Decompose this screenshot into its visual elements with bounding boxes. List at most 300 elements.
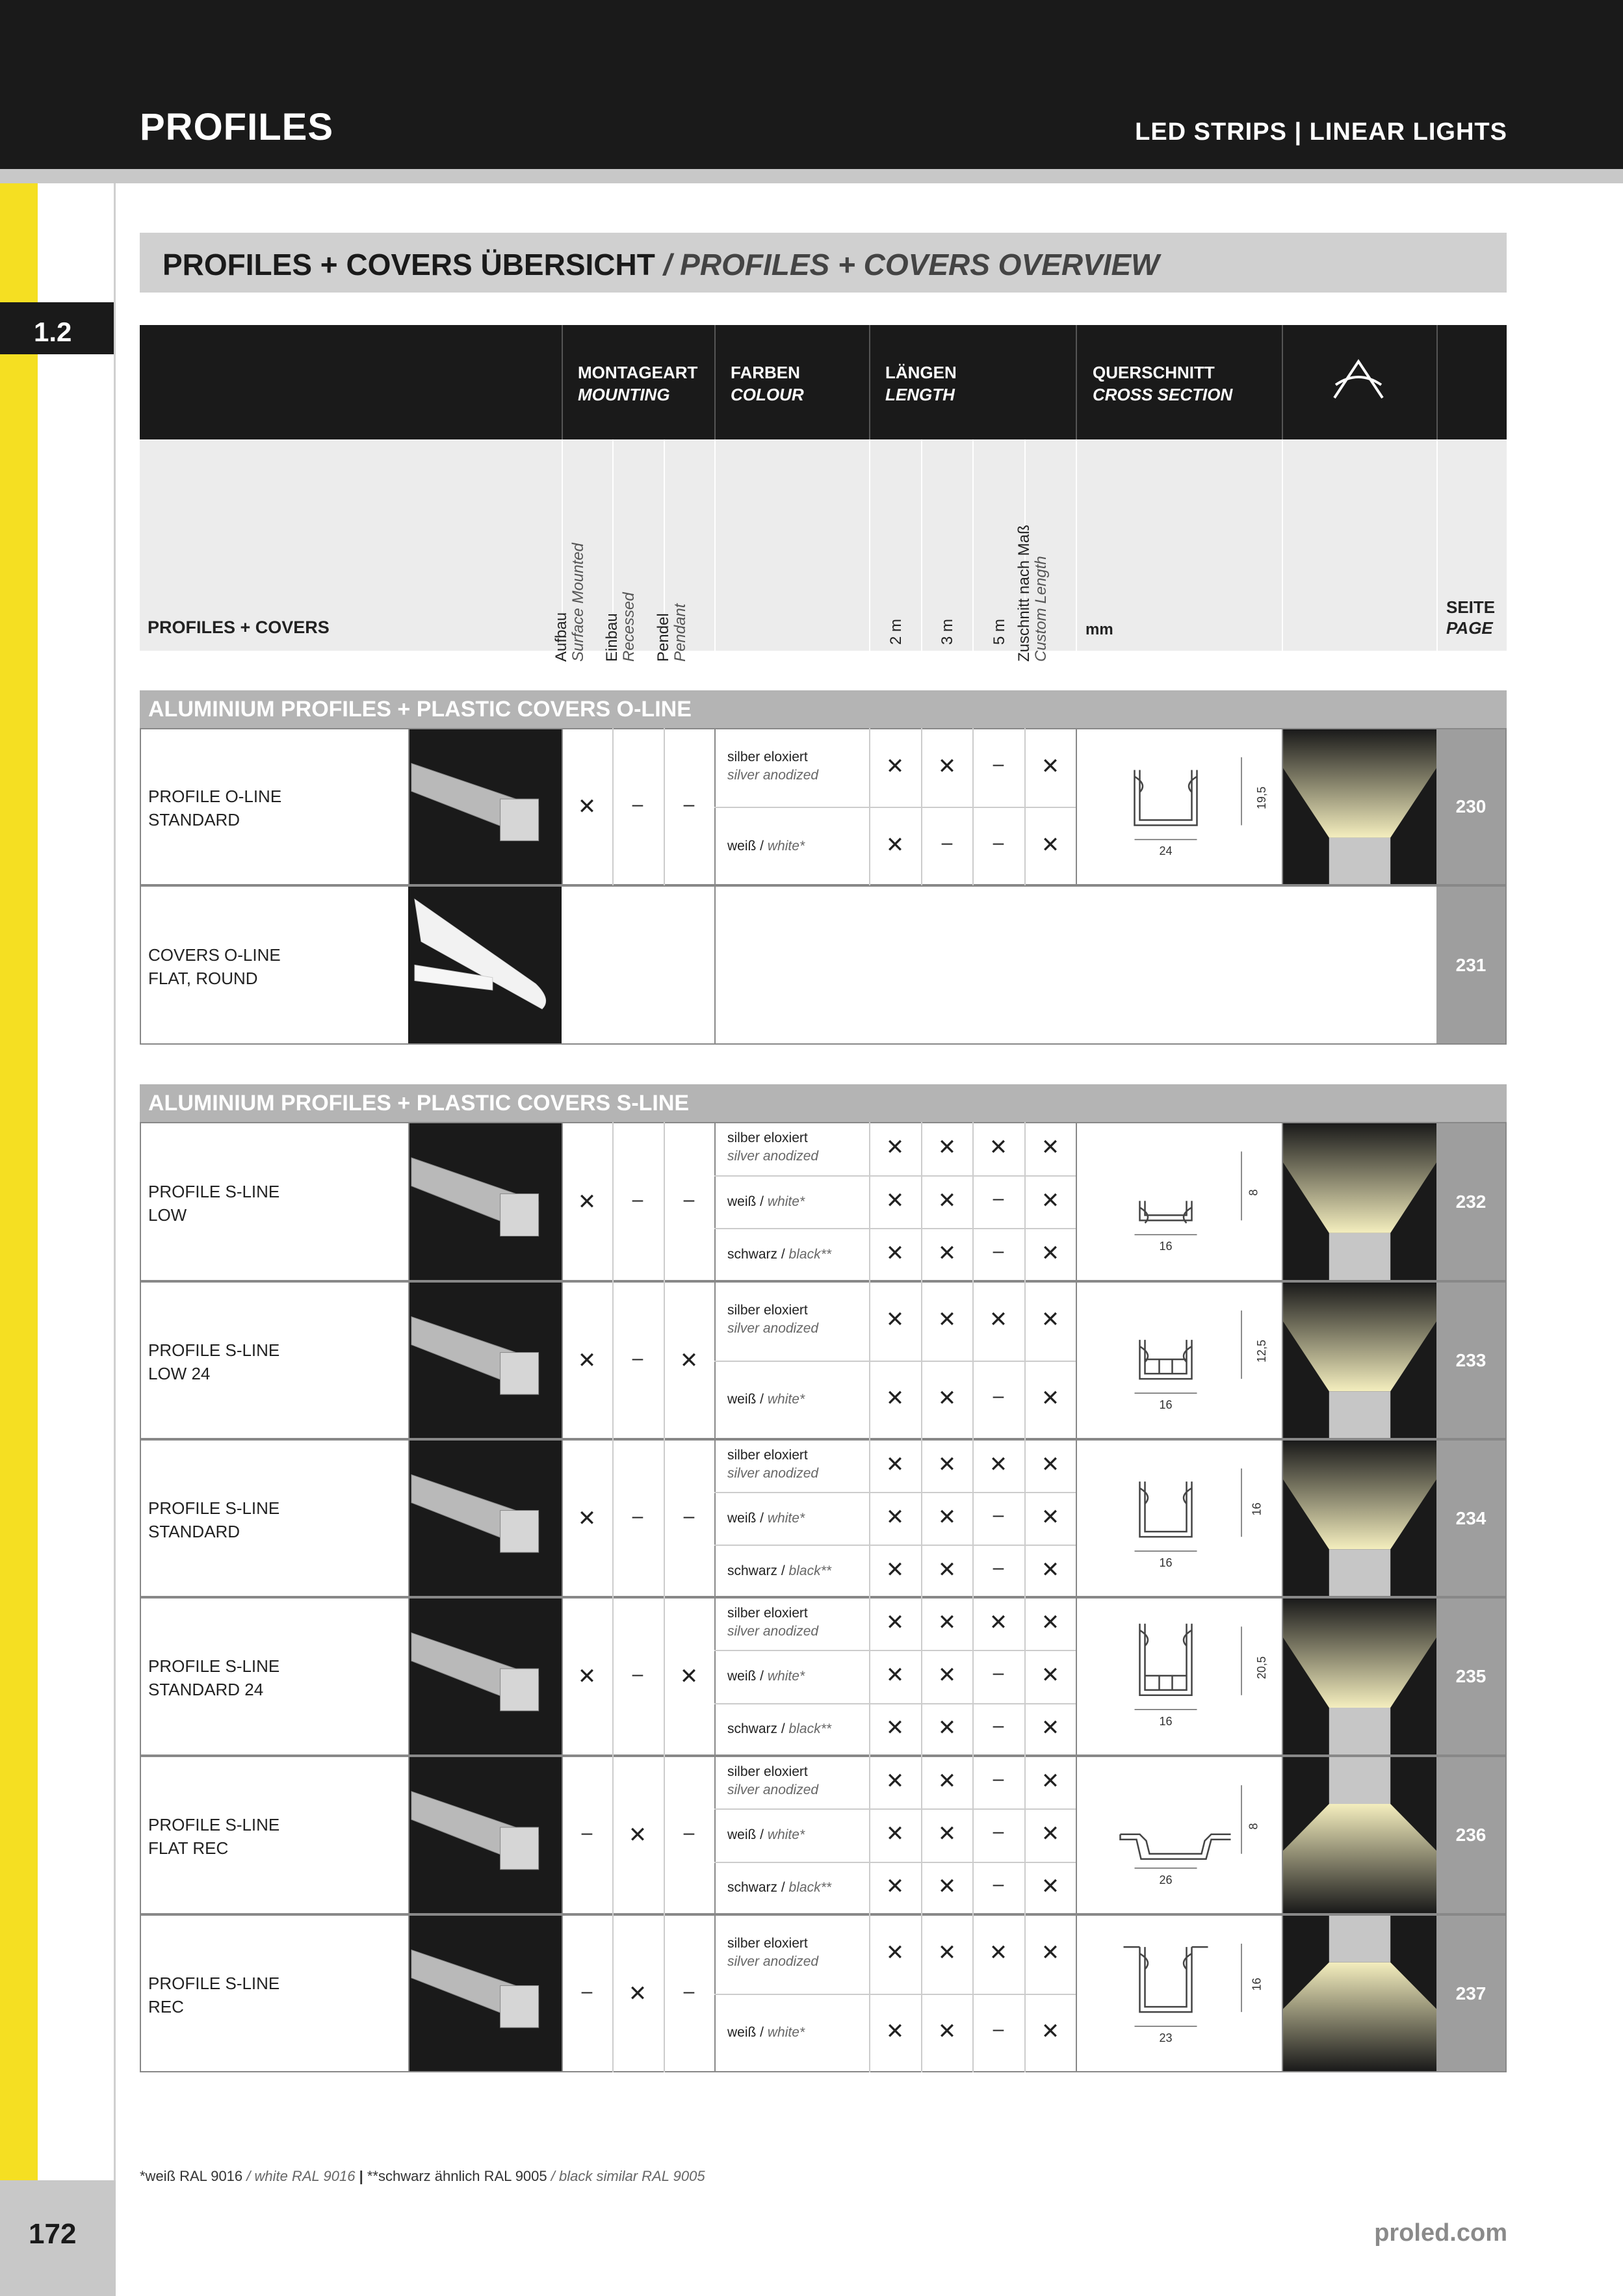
length-mark-yes: ✕ [989,1134,1008,1160]
length-mark-yes: ✕ [937,1188,957,1213]
header-profiles-covers: PROFILES + COVERS [148,618,330,637]
colour-de: weiß [727,1827,757,1842]
colour-de: schwarz [727,1563,778,1578]
product-name [148,785,281,831]
product-name-line2: REC [148,1996,184,2016]
dimension-width: 24 [1159,844,1173,858]
mark-no: – [581,1822,593,1844]
product-name [148,1338,279,1385]
profile-outline [1140,1201,1192,1223]
column-divider [921,1122,922,1281]
column-divider [562,1122,563,1281]
length-mark-yes: ✕ [1041,1188,1060,1213]
product-name-line2: LOW [148,1205,187,1225]
header-colour [731,361,804,406]
page-reference[interactable]: 237 [1436,1916,1505,2071]
mark-yes: ✕ [628,1823,647,1847]
colour-row-divider [714,1862,1076,1863]
dimension-lines [1135,757,1242,840]
mark-no: – [683,1188,695,1210]
page-reference[interactable]: 230 [1436,729,1505,884]
product-name [148,1180,279,1227]
length-mark-yes: ✕ [885,1386,905,1411]
colour-row-divider [714,1545,1076,1546]
header-divider [1076,325,1077,439]
page-header-subtitle: LED STRIPS | LINEAR LIGHTS [1135,118,1507,146]
dimension-height: 12,5 [1255,1340,1269,1363]
page-number: 172 [29,2218,77,2250]
length-mark-yes: ✕ [885,1188,905,1213]
column-divider [562,1597,563,1756]
dimension-height: 16 [1250,1502,1264,1516]
column-divider [714,1756,716,1914]
colour-row-divider [714,1175,1076,1177]
colour-row-divider [714,1492,1076,1493]
profile-end-shape [500,1827,539,1870]
length-mark-no: – [993,831,1004,854]
column-divider [408,728,409,885]
page-reference[interactable]: 236 [1436,1757,1505,1913]
length-mark-no: – [993,1385,1004,1407]
colour-label: weiß / white* [727,1669,805,1684]
column-divider [612,1597,614,1756]
dimension-width: 16 [1159,1398,1173,1411]
fixture-shape [1329,1549,1390,1596]
beam-angle-icon [1329,358,1388,404]
header-divider [562,325,563,439]
colour-de: weiß [727,1392,757,1407]
length-mark-yes: ✕ [937,1241,957,1266]
colour-de: silber eloxiert [727,1302,808,1318]
length-mark-yes: ✕ [1041,1663,1060,1688]
column-divider [408,1281,409,1439]
colour-label: weiß / white* [727,1392,805,1407]
colour-label [727,1301,818,1338]
margin-line [114,183,116,2296]
colour-en: white* [767,1392,805,1407]
dimension-lines [1135,1626,1242,1710]
column-divider [612,1281,614,1439]
column-divider [921,1439,922,1597]
length-mark-yes: ✕ [937,2019,957,2044]
column-divider [664,1281,665,1439]
column-divider [562,1756,563,1914]
colour-row-divider [714,1228,1076,1229]
length-mark-yes: ✕ [885,1663,905,1688]
header-divider [714,439,716,651]
colour-en: silver anodized [727,1320,819,1336]
product-name-line1: COVERS O-LINE [148,945,281,965]
dimension-width: 16 [1159,1556,1173,1569]
colour-de: weiß [727,1194,757,1209]
length-mark-yes: ✕ [885,1874,905,1899]
page-header-title: PROFILES [140,106,334,148]
colour-label [727,1763,818,1799]
header-custom-length [1016,525,1050,662]
fixture-shape [1329,1233,1390,1280]
product-photo [408,887,562,1043]
mark-no: – [632,1188,643,1210]
colour-label: schwarz / black** [727,1880,831,1896]
page-reference[interactable]: 232 [1436,1123,1505,1280]
colour-de: silber eloxiert [727,1764,808,1779]
mark-yes: ✕ [577,1189,597,1214]
page-en: PAGE [1446,618,1493,638]
product-name-line2: FLAT REC [148,1838,229,1858]
table-header-dark [140,325,1507,439]
product-photo [408,1757,562,1913]
column-divider [612,1122,614,1281]
group-header-o-line: ALUMINIUM PROFILES + PLASTIC COVERS O-LINE [140,690,1507,728]
mark-no: – [632,1347,643,1369]
colour-de: schwarz [727,1880,778,1896]
colour-row-divider [714,1808,1076,1810]
header-divider [1436,439,1438,651]
product-name [148,1654,279,1701]
column-divider [972,1122,974,1281]
length-mark-yes: ✕ [1041,1452,1060,1477]
length-mark-yes: ✕ [1041,1134,1060,1160]
product-name-line2: STANDARD [148,1521,240,1541]
header-divider [714,325,716,439]
light-beam-shape [1283,1441,1436,1549]
column-divider [714,1439,716,1597]
colour-de: schwarz [727,1247,778,1262]
recessed-de: Einbau [603,613,621,662]
product-photo [408,1598,562,1755]
mark-no: – [581,1980,593,2002]
page-reference[interactable]: 233 [1436,1283,1505,1438]
column-divider [869,1122,870,1281]
table-header-light [140,439,1507,651]
header-divider [1076,439,1077,651]
colour-label [727,1129,818,1166]
colour-en: black** [788,1247,831,1262]
mark-no: – [632,794,643,815]
length-mark-yes: ✕ [989,1307,1008,1332]
light-distribution-graphic [1283,1598,1436,1755]
length-mark-no: – [993,2018,1004,2041]
profile-outline [1140,1481,1192,1537]
colour-en: silver anodized [727,767,819,783]
length-mark-yes: ✕ [885,1241,905,1266]
profile-outline [1135,770,1197,826]
length-mark-no: – [993,1187,1004,1209]
light-beam-shape [1283,1804,1436,1913]
column-divider [664,1914,665,2072]
column-divider [972,1439,974,1597]
column-divider [408,1439,409,1597]
colour-en: black** [788,1721,831,1737]
dimension-height: 8 [1247,1189,1260,1196]
length-mark-yes: ✕ [1041,1940,1060,1965]
footer-url[interactable]: proled.com [1374,2219,1507,2247]
product-name-line2: STANDARD 24 [148,1680,264,1699]
mark-yes: ✕ [577,794,597,819]
profile-end-shape [500,1194,539,1236]
section-color-bar [0,183,38,2180]
column-divider [664,1439,665,1597]
length-mark-yes: ✕ [885,1557,905,1582]
cross-section-drawing [1077,1123,1280,1280]
header-divider [1436,325,1438,439]
column-divider [714,1597,716,1756]
mark-no: – [683,794,695,815]
recessed-en: Recessed [620,592,638,662]
length-mark-yes: ✕ [937,1940,957,1965]
round-cover-shape [415,899,546,1009]
colour-en: silver anodized [727,1623,819,1639]
fixture-shape [1329,1916,1390,1963]
cross-section-drawing [1077,1441,1280,1596]
cross-section-drawing [1077,1283,1280,1438]
product-name-line1: PROFILE S-LINE [148,1181,280,1201]
product-photo [408,729,562,884]
fixture-shape [1329,1708,1390,1755]
length-mark-no: – [993,753,1004,775]
header-cross-en: CROSS SECTION [1093,385,1233,404]
column-divider [612,1439,614,1597]
length-mark-yes: ✕ [885,1715,905,1741]
mark-yes: ✕ [679,1664,699,1689]
dimension-height: 8 [1247,1823,1260,1830]
page-reference[interactable]: 234 [1436,1441,1505,1596]
light-beam-shape [1283,729,1436,838]
pendant-en: Pendant [671,603,689,662]
overview-title-bar [140,233,1507,293]
length-mark-yes: ✕ [1041,1821,1060,1846]
colour-en: white* [767,838,805,854]
overview-title-en: / PROFILES + COVERS OVERVIEW [663,248,1160,281]
cross-section-drawing [1077,1598,1280,1755]
colour-label [727,1446,818,1483]
dimension-width: 26 [1159,1873,1173,1886]
length-mark-yes: ✕ [885,1768,905,1794]
product-name-line2: STANDARD [148,810,240,829]
profile-outline [1140,1340,1192,1379]
length-mark-yes: ✕ [1041,1768,1060,1794]
colour-de: silber eloxiert [727,1130,808,1145]
column-divider [408,1122,409,1281]
header-recessed [604,592,638,662]
column-divider [714,885,716,1045]
profile-outline [1121,1834,1231,1859]
header-length-de: LÄNGEN [885,363,957,382]
colour-label: schwarz / black** [727,1247,831,1262]
length-mark-yes: ✕ [1041,1386,1060,1411]
length-mark-no: – [941,831,953,854]
colour-de: weiß [727,1510,757,1526]
colour-label: weiß / white* [727,1827,805,1842]
mark-yes: ✕ [577,1348,597,1373]
dimension-lines [1135,1785,1242,1868]
mark-no: – [683,1822,695,1844]
length-mark-no: – [993,1873,1004,1896]
colour-row-divider [714,1994,1076,1995]
header-divider [869,325,870,439]
profile-outline [1140,1624,1192,1695]
length-mark-yes: ✕ [885,1940,905,1965]
header-surface-mounted [553,543,587,662]
fixture-shape [1329,1391,1390,1438]
length-mark-yes: ✕ [937,1307,957,1332]
length-mark-yes: ✕ [989,1940,1008,1965]
length-mark-no: – [993,1556,1004,1578]
length-mark-yes: ✕ [885,1452,905,1477]
product-name-line1: PROFILE O-LINE [148,787,282,806]
footnote [140,2168,705,2185]
footnote-white-en: / white RAL 9016 [246,2168,356,2184]
footnote-separator: | [359,2168,363,2184]
product-photo [408,1441,562,1596]
light-beam-shape [1283,1963,1436,2071]
profile-end-shape [500,1986,539,2028]
length-mark-no: – [993,1821,1004,1842]
page-de: SEITE [1446,597,1496,617]
length-mark-no: – [993,1504,1004,1526]
header-colour-de: FARBEN [731,363,800,382]
length-mark-yes: ✕ [937,1768,957,1794]
light-beam-shape [1283,1283,1436,1391]
page-reference[interactable]: 231 [1436,887,1505,1043]
colour-en: white* [767,2025,805,2041]
column-divider [562,1914,563,2072]
colour-row-divider [714,1650,1076,1651]
column-divider [972,1756,974,1914]
header-mm: mm [1085,621,1113,638]
length-mark-no: – [993,1240,1004,1262]
dimension-lines [1135,1468,1242,1551]
header-length [885,361,957,406]
mark-no: – [683,1980,695,2002]
column-divider [562,1439,563,1597]
mark-no: – [683,1505,695,1527]
colour-de: schwarz [727,1721,778,1737]
header-length-en: LENGTH [885,385,955,404]
column-divider [408,1597,409,1756]
dimension-lines [1135,1311,1242,1393]
length-mark-yes: ✕ [1041,1241,1060,1266]
column-divider [921,1597,922,1756]
light-distribution-graphic [1283,1123,1436,1280]
length-mark-yes: ✕ [1041,832,1060,857]
fixture-shape [1329,1757,1390,1804]
colour-label: schwarz / black** [727,1563,831,1578]
surface-en: Surface Mounted [569,543,587,662]
length-mark-yes: ✕ [937,1504,957,1530]
colour-de: weiß [727,1669,757,1684]
colour-en: silver anodized [727,1148,819,1164]
product-photo [408,1123,562,1280]
header-cross-section [1093,361,1232,406]
length-mark-yes: ✕ [937,1134,957,1160]
column-divider [921,1756,922,1914]
length-mark-yes: ✕ [989,1452,1008,1477]
column-divider [1024,1439,1026,1597]
length-mark-yes: ✕ [937,1874,957,1899]
dimension-height: 16 [1250,1977,1264,1991]
colour-label: weiß / white* [727,1510,805,1526]
mark-yes: ✕ [577,1664,597,1689]
cross-section-drawing [1077,1916,1280,2071]
colour-en: black** [788,1880,831,1896]
column-divider [664,1122,665,1281]
column-divider [562,1281,563,1439]
mark-yes: ✕ [628,1981,647,2006]
group-header-s-line: ALUMINIUM PROFILES + PLASTIC COVERS S-LINE [140,1084,1507,1122]
header-length-3m: 3 m [939,618,956,645]
colour-row-divider [714,1703,1076,1704]
length-mark-yes: ✕ [937,1452,957,1477]
column-divider [612,1914,614,2072]
dimension-width: 16 [1159,1714,1173,1728]
light-beam-shape [1283,1598,1436,1708]
header-length-5m: 5 m [991,618,1008,645]
product-name [148,1972,279,2018]
header-divider [1282,439,1283,651]
length-mark-yes: ✕ [937,1663,957,1688]
colour-en: white* [767,1669,805,1684]
length-mark-yes: ✕ [885,1821,905,1846]
colour-en: silver anodized [727,1953,819,1969]
length-mark-no: – [993,1768,1004,1790]
column-divider [972,1597,974,1756]
colour-label [727,1604,818,1641]
header-mounting [578,361,697,406]
colour-label: schwarz / black** [727,1721,831,1737]
overview-title-de: PROFILES + COVERS ÜBERSICHT [162,248,655,281]
profile-end-shape [500,1669,539,1711]
length-mark-yes: ✕ [1041,1874,1060,1899]
product-photo [408,1283,562,1438]
column-divider [869,1597,870,1756]
column-divider [714,1122,716,1281]
mark-yes: ✕ [577,1506,597,1531]
colour-en: white* [767,1827,805,1842]
header-mounting-de: MONTAGEART [578,363,698,382]
pendant-de: Pendel [655,613,672,662]
page-reference[interactable]: 235 [1436,1598,1505,1755]
product-name-line1: PROFILE S-LINE [148,1973,280,1993]
length-mark-yes: ✕ [885,832,905,857]
product-name-line1: PROFILE S-LINE [148,1815,280,1834]
product-photo [408,1916,562,2071]
colour-label [727,1935,818,1971]
mark-no: – [632,1505,643,1527]
dimension-width: 16 [1159,1240,1173,1253]
colour-row-divider [714,807,1076,808]
profile-outline [1124,1947,1208,2012]
length-mark-yes: ✕ [1041,1557,1060,1582]
footnote-white-de: *weiß RAL 9016 [140,2168,243,2184]
length-mark-yes: ✕ [937,1821,957,1846]
length-mark-yes: ✕ [937,1557,957,1582]
length-mark-yes: ✕ [989,1610,1008,1635]
column-divider [869,1756,870,1914]
colour-en: black** [788,1563,831,1578]
mark-yes: ✕ [679,1348,699,1373]
fixture-shape [1329,838,1390,884]
length-mark-yes: ✕ [885,753,905,779]
header-divider [972,439,974,651]
header-cross-de: QUERSCHNITT [1093,363,1215,382]
length-mark-no: – [993,1715,1004,1737]
table-row [140,885,1507,1045]
column-divider [612,728,614,885]
length-mark-yes: ✕ [885,1134,905,1160]
dimension-width: 23 [1159,2031,1173,2044]
footnote-black-de: **schwarz ähnlich RAL 9005 [367,2168,547,2184]
